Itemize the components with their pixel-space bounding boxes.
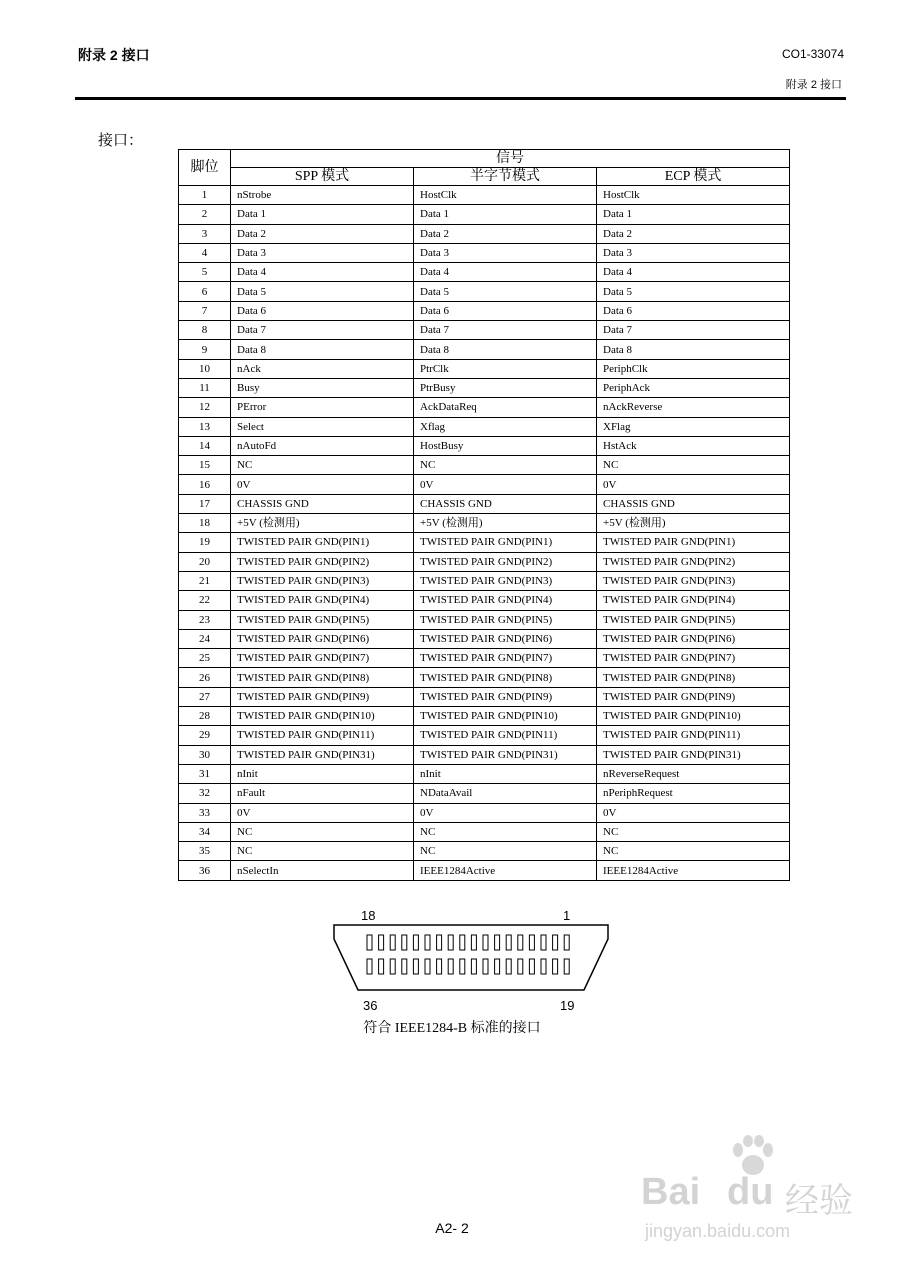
nibble-signal-cell: TWISTED PAIR GND(PIN2) (414, 552, 597, 571)
pin-number-cell: 2 (179, 205, 231, 224)
table-row (179, 764, 790, 783)
ecp-signal-cell: TWISTED PAIR GND(PIN3) (597, 571, 790, 590)
ecp-signal-cell: XFlag (597, 417, 790, 436)
ecp-signal-cell: HstAck (597, 436, 790, 455)
pin-number-cell: 9 (179, 340, 231, 359)
nibble-signal-cell: NC (414, 822, 597, 841)
table-row (179, 822, 790, 841)
ecp-signal-cell: Data 5 (597, 282, 790, 301)
connector-pin (402, 959, 407, 974)
table-row (179, 205, 790, 224)
ecp-signal-cell: 0V (597, 475, 790, 494)
spp-signal-cell: Data 5 (231, 282, 414, 301)
connector-pin (379, 959, 384, 974)
table-row (179, 378, 790, 397)
connector-pin (553, 959, 558, 974)
spp-signal-cell: PError (231, 398, 414, 417)
connector-pin (448, 959, 453, 974)
ecp-signal-cell: nReverseRequest (597, 764, 790, 783)
connector-pin (471, 959, 476, 974)
ecp-signal-cell: TWISTED PAIR GND(PIN11) (597, 726, 790, 745)
spp-signal-cell: nFault (231, 784, 414, 803)
spp-signal-cell: Data 3 (231, 243, 414, 262)
spp-signal-cell: Data 6 (231, 301, 414, 320)
pin-number-cell: 11 (179, 378, 231, 397)
connector-pin (390, 959, 395, 974)
spp-signal-cell: nAck (231, 359, 414, 378)
ecp-signal-cell: +5V (检测用) (597, 514, 790, 533)
nibble-signal-cell: Data 6 (414, 301, 597, 320)
ecp-signal-cell: NC (597, 822, 790, 841)
spp-signal-cell: TWISTED PAIR GND(PIN9) (231, 687, 414, 706)
spp-signal-cell: nAutoFd (231, 436, 414, 455)
nibble-signal-cell: 0V (414, 803, 597, 822)
table-row (179, 726, 790, 745)
nibble-signal-cell: Data 7 (414, 321, 597, 340)
table-row (179, 301, 790, 320)
spp-signal-cell: Data 8 (231, 340, 414, 359)
ecp-signal-cell: Data 7 (597, 321, 790, 340)
nibble-signal-cell: PtrBusy (414, 378, 597, 397)
pin-number-cell: 3 (179, 224, 231, 243)
connector-pin (483, 959, 488, 974)
connector-pin (379, 935, 384, 950)
header-subtitle: 附录 2 接口 (785, 79, 842, 91)
ecp-signal-cell: TWISTED PAIR GND(PIN8) (597, 668, 790, 687)
pin-number-cell: 15 (179, 456, 231, 475)
pin-number-cell: 16 (179, 475, 231, 494)
pin-number-cell: 30 (179, 745, 231, 764)
watermark-url: jingyan.baidu.com (645, 1221, 791, 1241)
connector-pin (506, 959, 511, 974)
ecp-signal-cell: Data 8 (597, 340, 790, 359)
spp-signal-cell: TWISTED PAIR GND(PIN2) (231, 552, 414, 571)
pin-number-cell: 4 (179, 243, 231, 262)
spp-signal-cell: +5V (检测用) (231, 514, 414, 533)
ecp-signal-cell: Data 3 (597, 243, 790, 262)
nibble-signal-cell: TWISTED PAIR GND(PIN10) (414, 707, 597, 726)
ecp-signal-cell: nAckReverse (597, 398, 790, 417)
pin-column-header: 脚位 (179, 150, 231, 186)
connector-pin (402, 935, 407, 950)
table-row (179, 436, 790, 455)
table-row (179, 340, 790, 359)
section-title: 接口： (98, 133, 144, 149)
watermark-suffix: 经验 (785, 1182, 853, 1220)
connector-pin (483, 935, 488, 950)
connector-pin (564, 935, 569, 950)
nibble-mode-header: 半字节模式 (414, 168, 597, 186)
connector-pin (460, 935, 465, 950)
ecp-signal-cell: NC (597, 842, 790, 861)
connector-pin (448, 935, 453, 950)
ecp-signal-cell: NC (597, 456, 790, 475)
ecp-signal-cell: TWISTED PAIR GND(PIN10) (597, 707, 790, 726)
spp-signal-cell: TWISTED PAIR GND(PIN8) (231, 668, 414, 687)
pin-number-cell: 5 (179, 263, 231, 282)
pin-number-cell: 6 (179, 282, 231, 301)
table-row (179, 591, 790, 610)
nibble-signal-cell: Data 5 (414, 282, 597, 301)
pin-number-cell: 22 (179, 591, 231, 610)
spp-signal-cell: TWISTED PAIR GND(PIN31) (231, 745, 414, 764)
connector-label-18: 18 (361, 908, 376, 923)
nibble-signal-cell: Data 8 (414, 340, 597, 359)
page-number: A2- 2 (435, 1220, 469, 1236)
spp-signal-cell: nSelectIn (231, 861, 414, 880)
pin-number-cell: 12 (179, 398, 231, 417)
ecp-signal-cell: TWISTED PAIR GND(PIN31) (597, 745, 790, 764)
pin-number-cell: 31 (179, 764, 231, 783)
table-row (179, 707, 790, 726)
table-row (179, 687, 790, 706)
table-row (179, 243, 790, 262)
spp-signal-cell: TWISTED PAIR GND(PIN5) (231, 610, 414, 629)
table-row (179, 417, 790, 436)
connector-pin (413, 935, 418, 950)
ecp-signal-cell: HostClk (597, 186, 790, 205)
pin-number-cell: 36 (179, 861, 231, 880)
ecp-signal-cell: CHASSIS GND (597, 494, 790, 513)
table-row (179, 745, 790, 764)
document-code: CO1-33074 (781, 47, 844, 61)
spp-signal-cell: NC (231, 822, 414, 841)
spp-signal-cell: NC (231, 842, 414, 861)
ecp-signal-cell: PeriphAck (597, 378, 790, 397)
pin-number-cell: 13 (179, 417, 231, 436)
table-row (179, 803, 790, 822)
pin-number-cell: 35 (179, 842, 231, 861)
nibble-signal-cell: 0V (414, 475, 597, 494)
connector-pin (460, 959, 465, 974)
pin-number-cell: 7 (179, 301, 231, 320)
connector-pin (495, 959, 500, 974)
pin-rows (179, 186, 790, 881)
table-row (179, 475, 790, 494)
spp-signal-cell: NC (231, 456, 414, 475)
spp-signal-cell: TWISTED PAIR GND(PIN6) (231, 629, 414, 648)
nibble-signal-cell: Data 1 (414, 205, 597, 224)
pin-assignment-table (178, 149, 790, 881)
pin-number-cell: 10 (179, 359, 231, 378)
ecp-signal-cell: 0V (597, 803, 790, 822)
nibble-signal-cell: NC (414, 842, 597, 861)
pin-number-cell: 18 (179, 514, 231, 533)
nibble-signal-cell: Data 2 (414, 224, 597, 243)
connector-pin (437, 935, 442, 950)
nibble-signal-cell: CHASSIS GND (414, 494, 597, 513)
watermark-brand: Bai (641, 1171, 701, 1213)
table-row (179, 784, 790, 803)
connector-pin (495, 935, 500, 950)
nibble-signal-cell: NC (414, 456, 597, 475)
spp-signal-cell: TWISTED PAIR GND(PIN3) (231, 571, 414, 590)
pin-number-cell: 8 (179, 321, 231, 340)
spp-signal-cell: Data 7 (231, 321, 414, 340)
spp-signal-cell: nInit (231, 764, 414, 783)
spp-signal-cell: Data 1 (231, 205, 414, 224)
ecp-signal-cell: Data 2 (597, 224, 790, 243)
ecp-signal-cell: Data 4 (597, 263, 790, 282)
spp-signal-cell: TWISTED PAIR GND(PIN11) (231, 726, 414, 745)
connector-pin (564, 959, 569, 974)
pin-number-cell: 1 (179, 186, 231, 205)
ecp-signal-cell: nPeriphRequest (597, 784, 790, 803)
ecp-signal-cell: TWISTED PAIR GND(PIN7) (597, 649, 790, 668)
table-row (179, 494, 790, 513)
table-row (179, 186, 790, 205)
ecp-signal-cell: TWISTED PAIR GND(PIN9) (597, 687, 790, 706)
table-row (179, 514, 790, 533)
nibble-signal-cell: TWISTED PAIR GND(PIN3) (414, 571, 597, 590)
pin-number-cell: 34 (179, 822, 231, 841)
table-row (179, 842, 790, 861)
pin-number-cell: 20 (179, 552, 231, 571)
connector-pin (471, 935, 476, 950)
nibble-signal-cell: nInit (414, 764, 597, 783)
table-row (179, 263, 790, 282)
spp-signal-cell: CHASSIS GND (231, 494, 414, 513)
connector-pin (541, 935, 546, 950)
ecp-signal-cell: TWISTED PAIR GND(PIN1) (597, 533, 790, 552)
nibble-signal-cell: TWISTED PAIR GND(PIN11) (414, 726, 597, 745)
ecp-signal-cell: TWISTED PAIR GND(PIN5) (597, 610, 790, 629)
table-row (179, 359, 790, 378)
pin-number-cell: 21 (179, 571, 231, 590)
table-row (179, 610, 790, 629)
pin-number-cell: 33 (179, 803, 231, 822)
nibble-signal-cell: HostClk (414, 186, 597, 205)
connector-pin (529, 935, 534, 950)
nibble-signal-cell: TWISTED PAIR GND(PIN31) (414, 745, 597, 764)
connector-pin (506, 935, 511, 950)
pin-number-cell: 25 (179, 649, 231, 668)
pin-number-cell: 17 (179, 494, 231, 513)
pin-number-cell: 24 (179, 629, 231, 648)
table-row (179, 552, 790, 571)
signal-column-header: 信号 (231, 150, 790, 168)
connector-pin (413, 959, 418, 974)
ecp-signal-cell: Data 1 (597, 205, 790, 224)
pin-number-cell: 23 (179, 610, 231, 629)
ecp-signal-cell: TWISTED PAIR GND(PIN4) (597, 591, 790, 610)
table-row (179, 533, 790, 552)
pin-number-cell: 32 (179, 784, 231, 803)
table-row (179, 649, 790, 668)
ecp-signal-cell: Data 6 (597, 301, 790, 320)
spp-signal-cell: TWISTED PAIR GND(PIN7) (231, 649, 414, 668)
table-row (179, 282, 790, 301)
pin-number-cell: 14 (179, 436, 231, 455)
spp-signal-cell: nStrobe (231, 186, 414, 205)
nibble-signal-cell: AckDataReq (414, 398, 597, 417)
nibble-signal-cell: TWISTED PAIR GND(PIN9) (414, 687, 597, 706)
table-row (179, 629, 790, 648)
ecp-signal-cell: PeriphClk (597, 359, 790, 378)
spp-signal-cell: Busy (231, 378, 414, 397)
ecp-signal-cell: TWISTED PAIR GND(PIN6) (597, 629, 790, 648)
connector-label-36: 36 (363, 998, 378, 1013)
pin-number-cell: 29 (179, 726, 231, 745)
pin-number-cell: 27 (179, 687, 231, 706)
pin-number-cell: 28 (179, 707, 231, 726)
nibble-signal-cell: TWISTED PAIR GND(PIN7) (414, 649, 597, 668)
nibble-signal-cell: Data 3 (414, 243, 597, 262)
pin-number-cell: 19 (179, 533, 231, 552)
nibble-signal-cell: TWISTED PAIR GND(PIN5) (414, 610, 597, 629)
table-row (179, 224, 790, 243)
table-row (179, 571, 790, 590)
table-row (179, 398, 790, 417)
nibble-signal-cell: TWISTED PAIR GND(PIN4) (414, 591, 597, 610)
table-row (179, 321, 790, 340)
connector-pin (518, 959, 523, 974)
connector-pin (367, 959, 372, 974)
nibble-signal-cell: HostBusy (414, 436, 597, 455)
nibble-signal-cell: Data 4 (414, 263, 597, 282)
spp-signal-cell: 0V (231, 475, 414, 494)
spp-mode-header: SPP 模式 (231, 168, 414, 186)
nibble-signal-cell: IEEE1284Active (414, 861, 597, 880)
nibble-signal-cell: TWISTED PAIR GND(PIN8) (414, 668, 597, 687)
connector-pin (425, 935, 430, 950)
spp-signal-cell: Data 2 (231, 224, 414, 243)
table-row (179, 456, 790, 475)
table-row (179, 861, 790, 880)
header-rule (75, 97, 846, 100)
connector-label-1: 1 (563, 908, 571, 923)
spp-signal-cell: Data 4 (231, 263, 414, 282)
spp-signal-cell: TWISTED PAIR GND(PIN4) (231, 591, 414, 610)
connector-label-19: 19 (560, 998, 575, 1013)
ecp-signal-cell: IEEE1284Active (597, 861, 790, 880)
nibble-signal-cell: TWISTED PAIR GND(PIN1) (414, 533, 597, 552)
spp-signal-cell: TWISTED PAIR GND(PIN1) (231, 533, 414, 552)
spp-signal-cell: Select (231, 417, 414, 436)
table-row (179, 668, 790, 687)
spp-signal-cell: 0V (231, 803, 414, 822)
connector-pin (390, 935, 395, 950)
connector-pin (367, 935, 372, 950)
connector-pin (541, 959, 546, 974)
nibble-signal-cell: PtrClk (414, 359, 597, 378)
connector-pin (437, 959, 442, 974)
nibble-signal-cell: +5V (检测用) (414, 514, 597, 533)
spp-signal-cell: TWISTED PAIR GND(PIN10) (231, 707, 414, 726)
pin-number-cell: 26 (179, 668, 231, 687)
ecp-mode-header: ECP 模式 (597, 168, 790, 186)
connector-pin (518, 935, 523, 950)
nibble-signal-cell: NDataAvail (414, 784, 597, 803)
connector-pin (425, 959, 430, 974)
connector-pin (529, 959, 534, 974)
ecp-signal-cell: TWISTED PAIR GND(PIN2) (597, 552, 790, 571)
nibble-signal-cell: Xflag (414, 417, 597, 436)
connector-caption: 符合 IEEE1284-B 标准的接口 (363, 1021, 541, 1036)
connector-pin (553, 935, 558, 950)
watermark-brand-2: du (727, 1171, 774, 1213)
header-title: 附录 2 接口 (78, 47, 150, 63)
nibble-signal-cell: TWISTED PAIR GND(PIN6) (414, 629, 597, 648)
